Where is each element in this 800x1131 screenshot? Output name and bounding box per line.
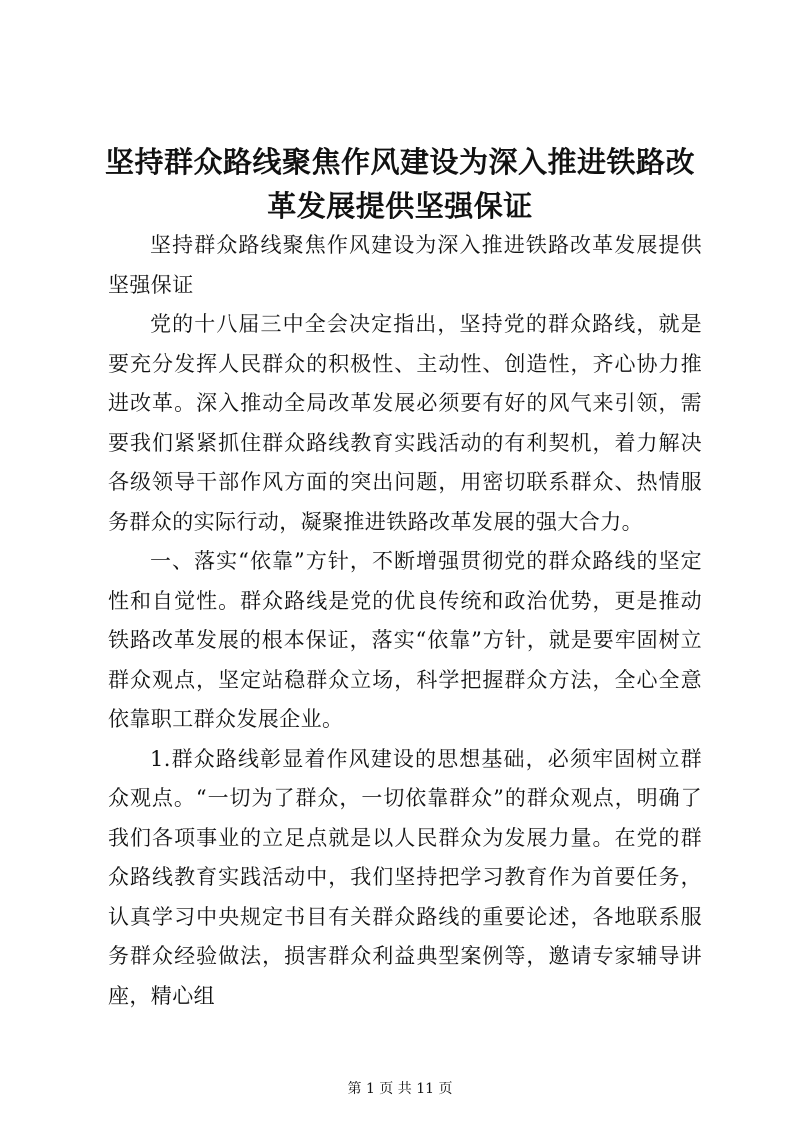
document-title: 坚持群众路线聚焦作风建设为深入推进铁路改革发展提供坚强保证: [104, 145, 695, 223]
paragraph-section-1: 一、落实“依靠”方针，不断增强贯彻党的群众路线的坚定性和自觉性。群众路线是党的优良传统和政治优势，更是推动铁路改革发展的根本保证，落实“依靠”方针，就是要牢固树立群众观点，坚定站稳群众立场，科学把握群众方法，全心全意依靠职工群众发展企业。: [108, 549, 702, 731]
paragraph-section-1-1: 1.群众路线彰显着作风建设的思想基础，必须牢固树立群众观点。“一切为了群众，一切依靠群众”的群众观点，明确了我们各项事业的立足点就是以人民群众为发展力量。在党的群众路线教育实践活动中，我们坚持把学习教育作为首要任务，认真学习中央规定书目有关群众路线的重要论述，各地联系服务群众经验做法，损害群众利益典型案例等，邀请专家辅导讲座，精心组: [108, 746, 702, 1008]
page-footer: 第 1 页 共 11 页: [347, 1081, 453, 1097]
paragraph-subtitle: 坚持群众路线聚焦作风建设为深入推进铁路改革发展提供坚强保证: [108, 233, 702, 297]
paragraph-intro: 党的十八届三中全会决定指出，坚持党的群众路线，就是要充分发挥人民群众的积极性、主动性、创造性，齐心协力推进改革。深入推动全局改革发展必须要有好的风气来引领，需要我们紧紧抓住群众路线教育实践活动的有利契机，着力解决各级领导干部作风方面的突出问题，用密切联系群众、热情服务群众的实际行动，凝聚推进铁路改革发展的强大合力。: [108, 312, 702, 534]
document-body: [108, 226, 702, 1016]
